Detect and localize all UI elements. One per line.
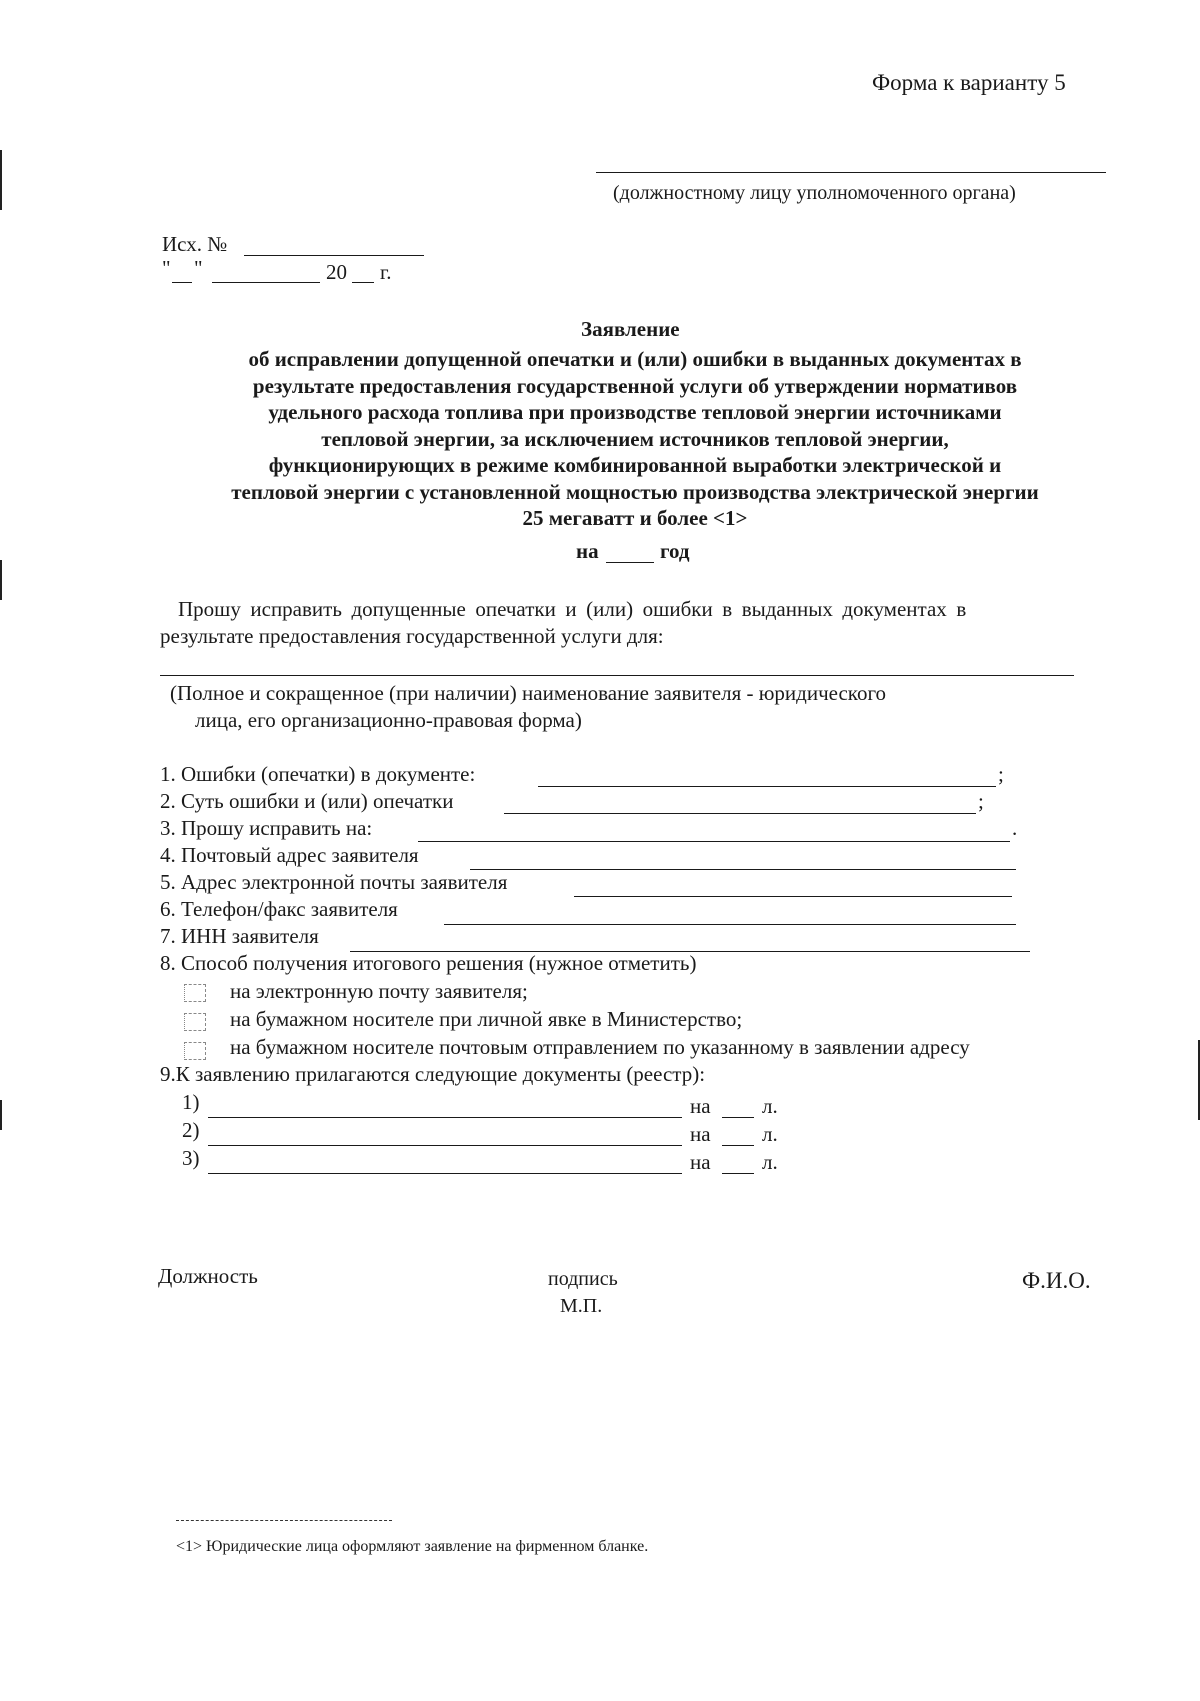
field-essence-end: ; [978,789,984,813]
field-postal-address-label: 4. Почтовый адрес заявителя [160,843,419,867]
attachment-on: на [690,1122,711,1146]
title-line: удельного расхода топлива при производстве тепловой энергии источниками [268,400,1002,424]
attachment-unit: л. [762,1150,778,1174]
title-line: об исправлении допущенной опечатки и (или) ошибки в выданных документах в [248,347,1022,371]
delivery-email-label: на электронную почту заявителя; [230,979,528,1003]
attachment-number: 3) [182,1146,200,1170]
applicant-name-field[interactable] [160,675,1074,676]
field-errors-input[interactable] [538,786,996,787]
attachment-unit: л. [762,1094,778,1118]
date-quote-open: " [162,256,171,280]
delivery-in-person-label: на бумажном носителе при личной явке в Министерство; [230,1007,743,1031]
attachment-pages-field[interactable] [722,1117,754,1118]
footnote-text: <1> Юридические лица оформляют заявление на фирменном бланке. [176,1538,649,1555]
attachment-name-field[interactable] [208,1173,682,1174]
delivery-post-label: на бумажном носителе почтовым отправлением по указанному в заявлении адресу [230,1035,970,1059]
field-errors-end: ; [998,762,1004,786]
addressee-caption: (должностному лицу уполномоченного органа) [613,182,1016,204]
attachment-number: 2) [182,1118,200,1142]
attachment-pages-field[interactable] [722,1145,754,1146]
applicant-caption-1: (Полное и сокращенное (при наличии) наименование заявителя - юридического [170,681,887,705]
attachment-unit: л. [762,1122,778,1146]
attachment-name-field[interactable] [208,1117,682,1118]
attachment-number: 1) [182,1090,200,1114]
attachment-on: на [690,1150,711,1174]
attachments-heading: 9.К заявлению прилагаются следующие документы (реестр): [160,1062,706,1086]
field-phone-input[interactable] [444,924,1016,925]
title-line: тепловой энергии, за исключением источников тепловой энергии, [321,426,949,451]
field-correct-to-label: 3. Прошу исправить на: [160,816,373,840]
request-line-1: Прошу исправить допущенные опечатки и (или) ошибки в выданных документах в [178,597,967,621]
title-line: 25 мегаватт и более <1> [522,506,748,530]
signature-sign-label: подпись [548,1268,618,1290]
field-email-input[interactable] [574,896,1012,897]
title-line: результате предоставления государственной услуги об утверждении нормативов [252,373,1018,398]
delivery-email-checkbox[interactable] [184,984,206,1002]
outgoing-number-label: Исх. № [162,232,228,256]
field-correct-to-input[interactable] [418,841,1010,842]
date-year-suffix: г. [380,260,392,284]
addressee-line[interactable] [596,172,1106,173]
title-year-prefix: на [576,539,599,563]
title-line: тепловой энергии с установленной мощностью производства электрической энергии [231,479,1039,504]
field-errors-label: 1. Ошибки (опечатки) в документе: [160,762,476,786]
scan-edge-mark [0,1100,2,1130]
applicant-caption-2: лица, его организационно-правовая форма) [195,708,582,732]
attachment-pages-field[interactable] [722,1173,754,1174]
delivery-post-checkbox[interactable] [184,1042,206,1060]
date-quote-close: " [194,256,203,280]
document-heading: Заявление [581,317,680,341]
date-day-field[interactable] [172,282,192,283]
scan-edge-mark [0,150,2,210]
date-year-field[interactable] [352,282,374,283]
date-year-prefix: 20 [326,260,347,284]
delivery-in-person-checkbox[interactable] [184,1013,206,1031]
signature-seal-label: М.П. [560,1295,603,1317]
footnote-separator [176,1520,392,1521]
date-month-field[interactable] [212,282,320,283]
field-essence-input[interactable] [504,813,976,814]
signature-position-label: Должность [158,1264,258,1288]
title-year-suffix: год [660,539,690,563]
field-phone-label: 6. Телефон/факс заявителя [160,897,398,921]
title-year-field[interactable] [606,562,654,563]
field-essence-label: 2. Суть ошибки и (или) опечатки [160,789,454,813]
request-line-2: результате предоставления государственной услуги для: [160,624,664,648]
field-correct-to-end: . [1012,816,1018,840]
form-label: Форма к варианту 5 [872,70,1066,95]
attachment-on: на [690,1094,711,1118]
field-inn-label: 7. ИНН заявителя [160,924,319,948]
title-line: функционирующих в режиме комбинированной выработки электрической и [268,453,1002,477]
document-title [150,346,1120,532]
field-postal-address-input[interactable] [470,869,1016,870]
attachment-name-field[interactable] [208,1145,682,1146]
field-email-label: 5. Адрес электронной почты заявителя [160,870,508,894]
delivery-heading: 8. Способ получения итогового решения (нужное отметить) [160,951,697,975]
signature-name-label: Ф.И.О. [1022,1268,1091,1293]
outgoing-number-field[interactable] [244,255,424,256]
scan-edge-mark [0,560,2,600]
